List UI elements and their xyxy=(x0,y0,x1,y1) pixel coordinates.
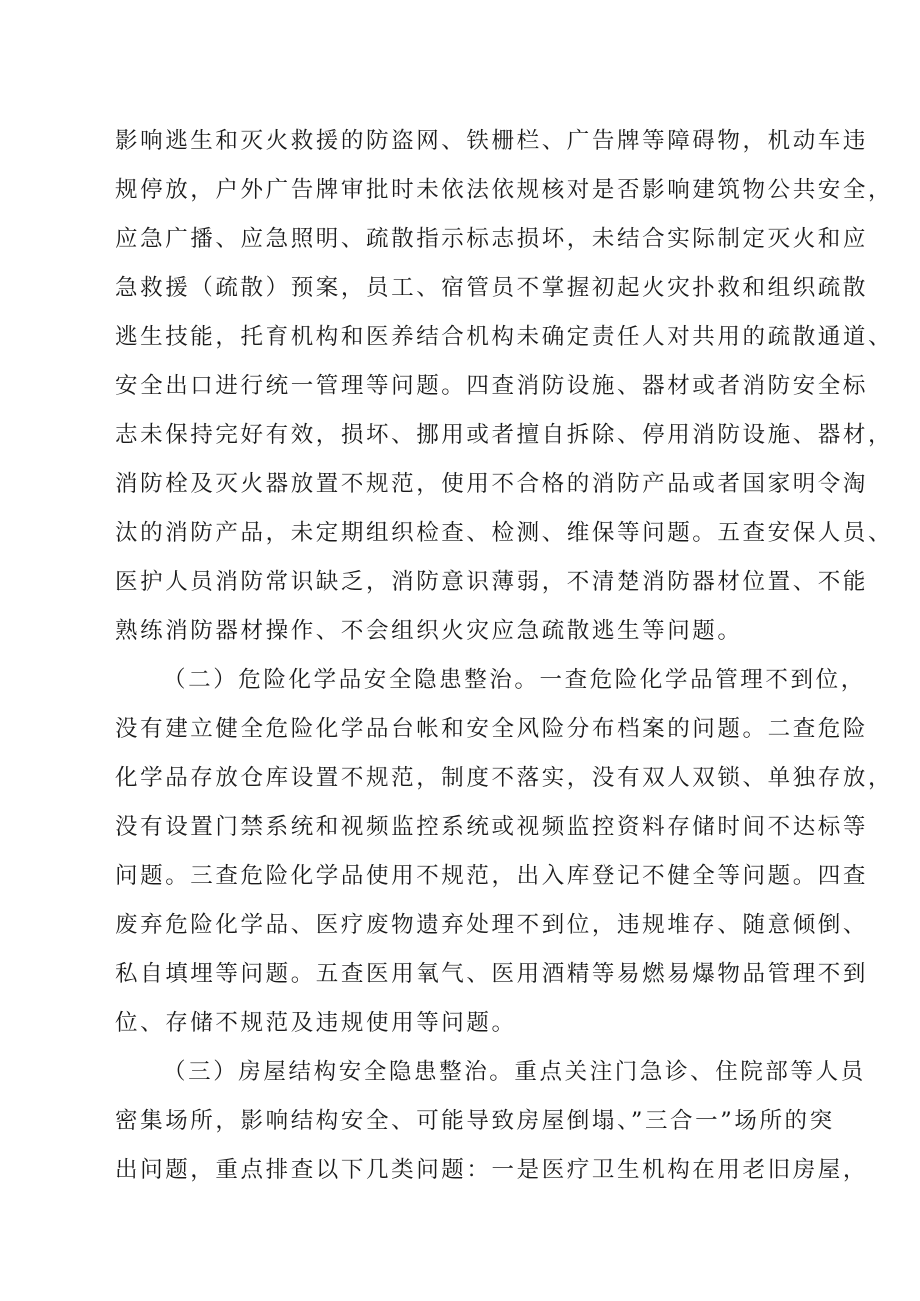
text-line: 消防栓及灭火器放置不规范，使用不合格的消防产品或者国家明令淘 xyxy=(115,471,869,497)
text-line: 熟练消防器材操作、不会组织火灾应急疏散逃生等问题。 xyxy=(115,618,743,644)
text-line: 应急广播、应急照明、疏散指示标志损坏，未结合实际制定灭火和应 xyxy=(115,226,869,252)
text-line: 没有建立健全危险化学品台帐和安全风险分布档案的问题。二查危险 xyxy=(115,716,869,742)
text-line: 废弃危险化学品、医疗废物遗弃处理不到位，违规堆存、随意倾倒、 xyxy=(115,912,869,938)
text-line: 化学品存放仓库设置不规范，制度不落实，没有双人双锁、单独存放， xyxy=(115,765,894,791)
text-line: 问题。三查危险化学品使用不规范，出入库登记不健全等问题。四查 xyxy=(115,863,869,889)
document-body xyxy=(115,117,894,1195)
text-line: 出问题，重点排查以下几类问题：一是医疗卫生机构在用老旧房屋， xyxy=(115,1157,869,1183)
text-line: 密集场所，影响结构安全、可能导致房屋倒塌、”三合一”场所的突 xyxy=(115,1108,835,1134)
text-line: 没有设置门禁系统和视频监控系统或视频监控资料存储时间不达标等 xyxy=(115,814,869,840)
text-line: 影响逃生和灭火救援的防盗网、铁栅栏、广告牌等障碍物，机动车违 xyxy=(115,128,869,154)
text-line: 位、存储不规范及违规使用等问题。 xyxy=(115,1010,517,1036)
text-line: 规停放，户外广告牌审批时未依法依规核对是否影响建筑物公共安全， xyxy=(115,177,894,203)
text-line: 逃生技能，托育机构和医养结合机构未确定责任人对共用的疏散通道、 xyxy=(115,324,894,350)
section-heading-line: （二）危险化学品安全隐患整治。一查危险化学品管理不到位， xyxy=(163,667,866,693)
text-line: 志未保持完好有效，损坏、挪用或者擅自拆除、停用消防设施、器材， xyxy=(115,422,894,448)
text-line: 私自填埋等问题。五查医用氧气、医用酒精等易燃易爆物品管理不到 xyxy=(115,961,869,987)
text-line: 汰的消防产品，未定期组织检查、检测、维保等问题。五查安保人员、 xyxy=(115,520,894,546)
text-line: 安全出口进行统一管理等问题。四查消防设施、器材或者消防安全标 xyxy=(115,373,869,399)
text-line: 医护人员消防常识缺乏，消防意识薄弱，不清楚消防器材位置、不能 xyxy=(115,569,869,595)
section-heading-line: （三）房屋结构安全隐患整治。重点关注门急诊、住院部等人员 xyxy=(163,1059,866,1085)
text-line: 急救援（疏散）预案，员工、宿管员不掌握初起火灾扑救和组织疏散 xyxy=(115,275,869,301)
